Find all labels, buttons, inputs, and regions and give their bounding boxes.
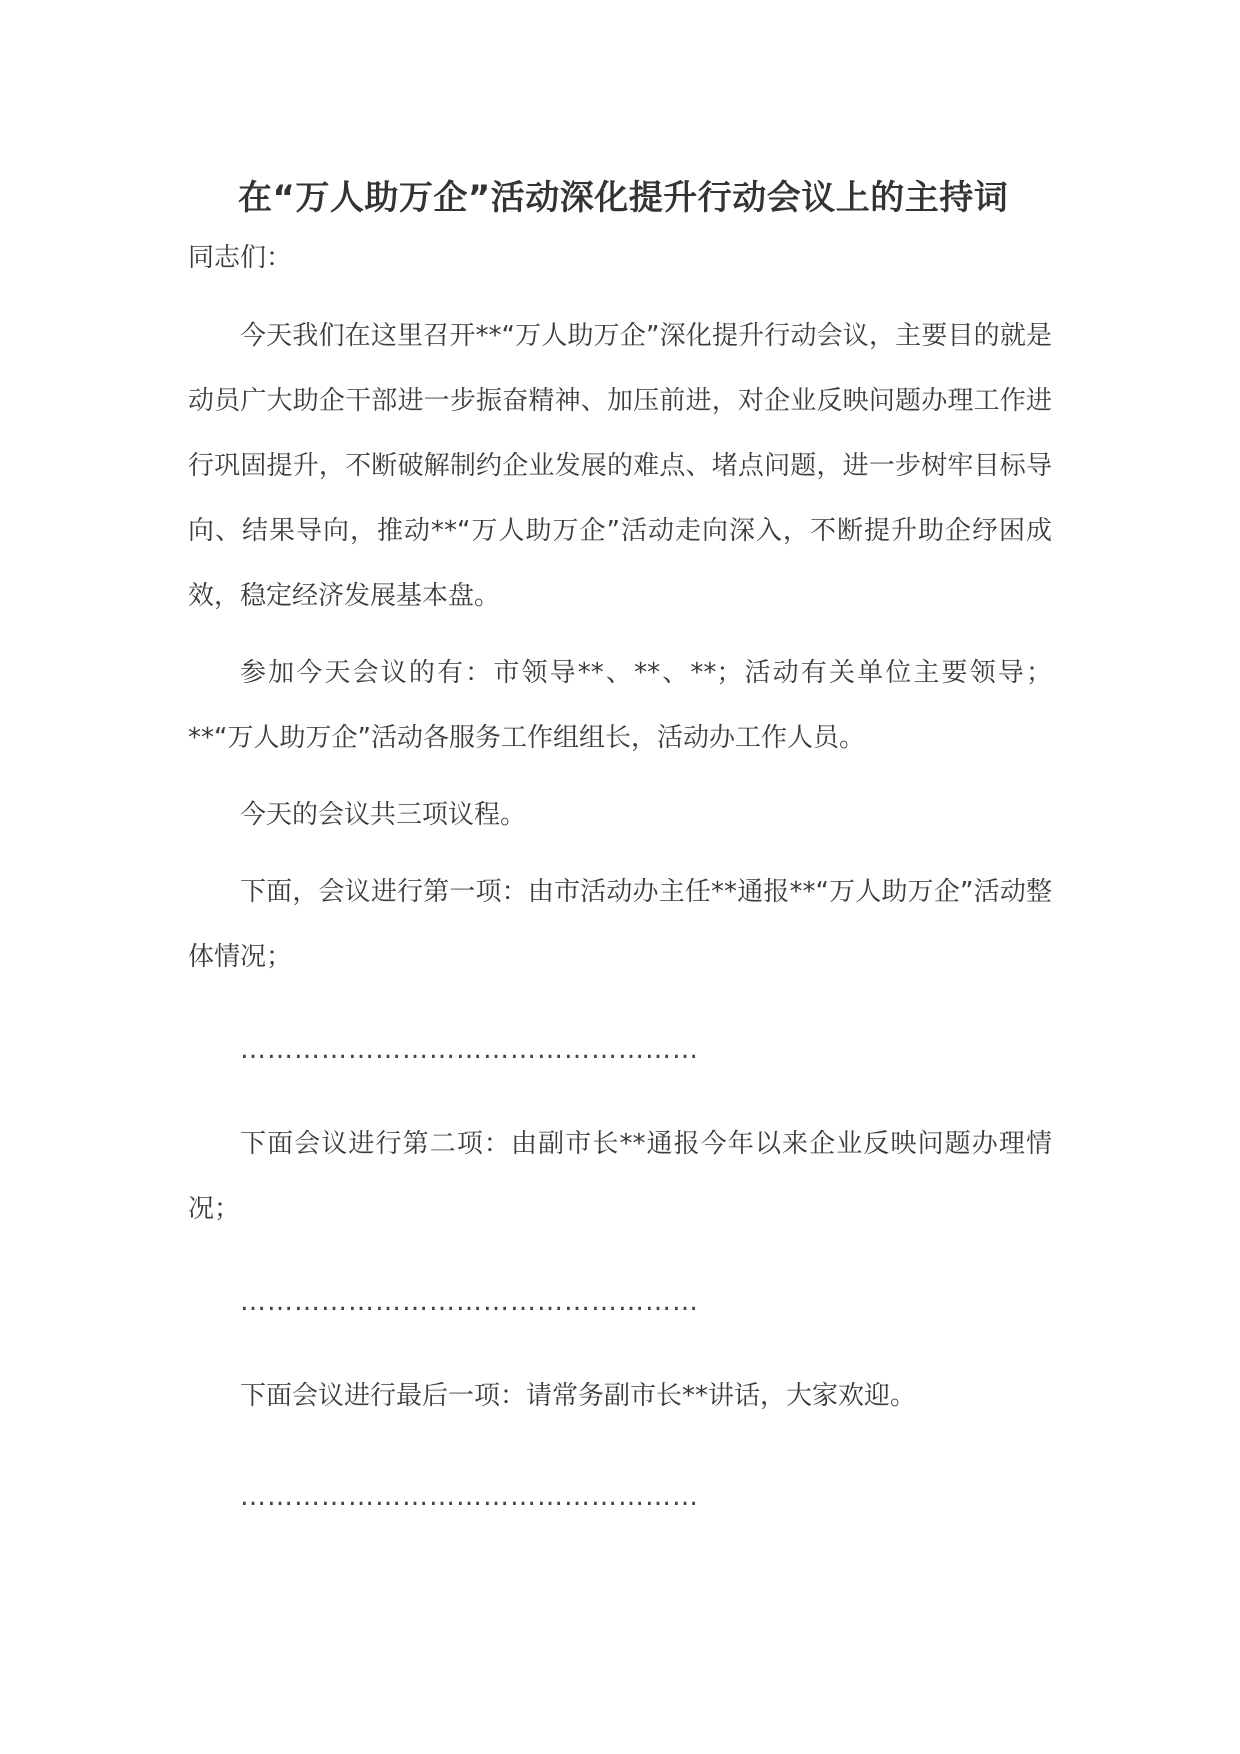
paragraph-attendees: 参加今天会议的有：市领导**、**、**；活动有关单位主要领导；**“万人助万企”活动各服务工作组组长，活动办工作人员。 xyxy=(188,658,1052,753)
paragraph-agenda-item-1: 下面，会议进行第一项：由市活动办主任**通报**“万人助万企”活动整体情况； xyxy=(188,877,1052,972)
ellipsis-separator: …………………………………………… xyxy=(240,1035,699,1065)
ellipsis-separator: …………………………………………… xyxy=(240,1287,699,1317)
paragraph-opening: 今天我们在这里召开**“万人助万企”深化提升行动会议，主要目的就是动员广大助企干部进一步振奋精神、加压前进，对企业反映问题办理工作进行巩固提升，不断破解制约企业发展的难点、堵点问题，进一步树牢目标导向、结果导向，推动**“万人助万企”活动走向深入，不断提升助企纾困成效，稳定经济发展基本盘。 xyxy=(188,321,1052,611)
document-title: 在“万人助万企”活动深化提升行动会议上的主持词 xyxy=(238,178,1009,218)
paragraph-agenda-count: 今天的会议共三项议程。 xyxy=(240,800,527,830)
paragraph-agenda-item-2: 下面会议进行第二项：由副市长**通报今年以来企业反映问题办理情况； xyxy=(188,1129,1052,1224)
salutation: 同志们： xyxy=(188,243,293,273)
document-page xyxy=(188,168,1052,1517)
paragraph-agenda-item-3: 下面会议进行最后一项：请常务副市长**讲话，大家欢迎。 xyxy=(240,1381,917,1411)
ellipsis-separator: …………………………………………… xyxy=(240,1482,699,1512)
